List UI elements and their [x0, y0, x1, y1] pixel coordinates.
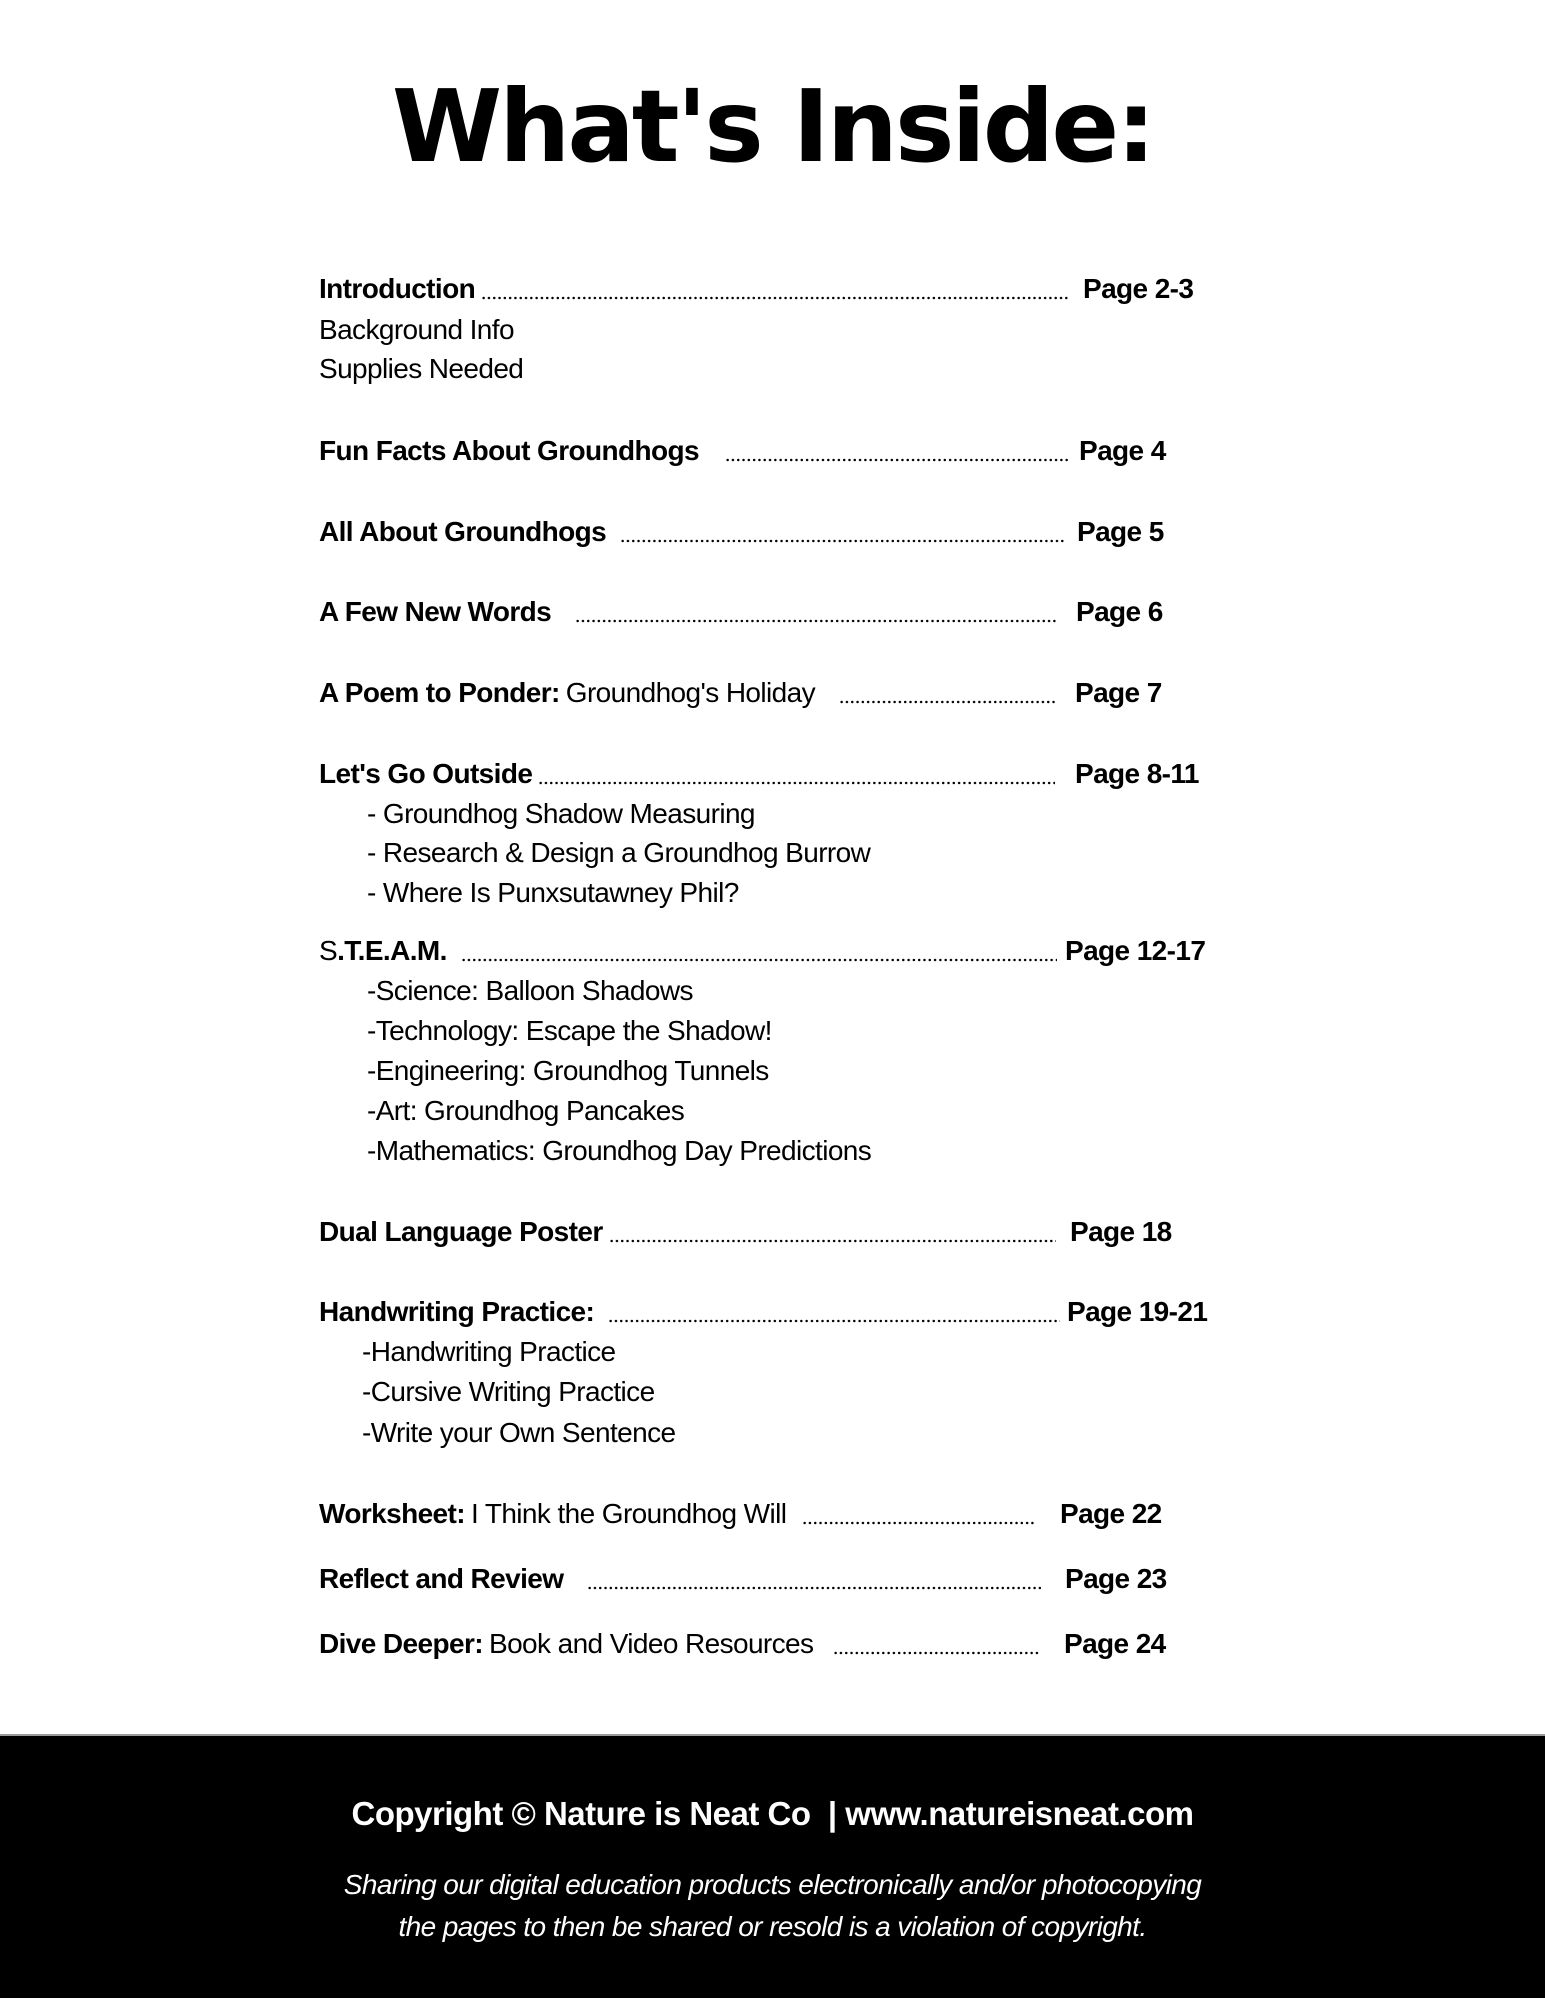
toc-label: Fun Facts About Groundhogs: [319, 435, 699, 466]
toc-subitem: -Science: Balloon Shadows: [367, 975, 693, 1006]
toc-entry-poem[interactable]: [319, 673, 1063, 713]
toc-subitem: -Write your Own Sentence: [362, 1417, 676, 1448]
copyright-footer: [0, 1734, 1545, 1998]
dot-leader: [620, 512, 1066, 552]
dot-leader: [461, 931, 1057, 971]
toc-page-number: Page 18: [1070, 1216, 1172, 1247]
toc-label: A Few New Words: [319, 596, 552, 627]
toc-entry-handwriting[interactable]: [319, 1292, 1062, 1332]
toc-label-bold: .T.E.A.M.: [337, 935, 447, 966]
toc-entry-dive-deeper[interactable]: [319, 1624, 1041, 1664]
dot-leader: [609, 1212, 1056, 1252]
toc-page-number: Page 12-17: [1065, 935, 1206, 966]
toc-entry-dual-language[interactable]: [319, 1212, 1058, 1252]
dot-leader: [833, 1624, 1039, 1664]
toc-entry-reflect[interactable]: [319, 1559, 1043, 1599]
dot-leader: [725, 431, 1069, 471]
toc-subitem: Supplies Needed: [319, 353, 524, 384]
toc-label-bold: Dive Deeper:: [319, 1628, 483, 1659]
toc-label: Let's Go Outside: [319, 758, 533, 789]
toc-subitem: - Groundhog Shadow Measuring: [367, 798, 755, 829]
toc-label-bold: Worksheet:: [319, 1498, 465, 1529]
copyright-line: Copyright © Nature is Neat Co | www.natureisneat.com: [351, 1795, 1194, 1832]
toc-subitem: -Engineering: Groundhog Tunnels: [367, 1055, 769, 1086]
toc-entry-steam[interactable]: [319, 931, 1059, 971]
dot-leader: [802, 1494, 1035, 1534]
toc-subitem: -Cursive Writing Practice: [362, 1376, 655, 1407]
copyright-notice-line-2: the pages to then be shared or resold is a violation of copyright.: [398, 1911, 1147, 1942]
toc-page-number: Page 23: [1065, 1563, 1167, 1594]
toc-page-number: Page 24: [1064, 1628, 1166, 1659]
toc-label: Reflect and Review: [319, 1563, 564, 1594]
toc-label-first: S: [319, 935, 338, 966]
toc-entry-introduction[interactable]: [319, 269, 1075, 309]
dot-leader: [587, 1559, 1041, 1599]
dot-leader: [481, 269, 1069, 309]
toc-page-number: Page 7: [1075, 677, 1162, 708]
toc-subitem: - Where Is Punxsutawney Phil?: [367, 877, 739, 908]
toc-entry-fun-facts[interactable]: [319, 431, 1073, 471]
page-title: What's Inside:: [391, 68, 1154, 185]
toc-subitem: -Mathematics: Groundhog Day Predictions: [367, 1135, 872, 1166]
toc-entry-few-new-words[interactable]: [319, 592, 1064, 632]
toc-entry-worksheet[interactable]: [319, 1494, 1037, 1534]
toc-label-title: Book and Video Resources: [489, 1628, 814, 1659]
toc-label-title: Groundhog's Holiday: [565, 677, 815, 708]
toc-label: Handwriting Practice:: [319, 1296, 595, 1327]
toc-page-number: Page 8-11: [1075, 758, 1199, 789]
toc-label: Dual Language Poster: [319, 1216, 603, 1247]
dot-leader: [575, 592, 1056, 632]
toc-label: All About Groundhogs: [319, 516, 607, 547]
toc-page-number: Page 2-3: [1083, 273, 1194, 304]
toc-page-number: Page 19-21: [1067, 1296, 1208, 1327]
toc-label-title: I Think the Groundhog Will: [470, 1498, 787, 1529]
toc-page-number: Page 6: [1076, 596, 1163, 627]
toc-subitem: - Research & Design a Groundhog Burrow: [367, 837, 871, 868]
toc-page-number: Page 4: [1079, 435, 1166, 466]
toc-subitem: Background Info: [319, 314, 514, 345]
toc-subitem: -Handwriting Practice: [362, 1336, 616, 1367]
dot-leader: [608, 1292, 1060, 1332]
toc-page-number: Page 22: [1060, 1498, 1162, 1529]
toc-subitem: -Technology: Escape the Shadow!: [367, 1015, 772, 1046]
toc-label-bold: A Poem to Ponder:: [319, 677, 560, 708]
copyright-notice-line-1: Sharing our digital education products electronically and/or photocopying: [343, 1869, 1202, 1900]
toc-entry-lets-go-outside[interactable]: [319, 754, 1057, 794]
toc-entry-all-about[interactable]: [319, 512, 1070, 552]
dot-leader: [839, 673, 1055, 713]
toc-label: Introduction: [319, 273, 476, 304]
dot-leader: [538, 754, 1055, 794]
toc-subitem: -Art: Groundhog Pancakes: [367, 1095, 685, 1126]
toc-page-number: Page 5: [1077, 516, 1164, 547]
